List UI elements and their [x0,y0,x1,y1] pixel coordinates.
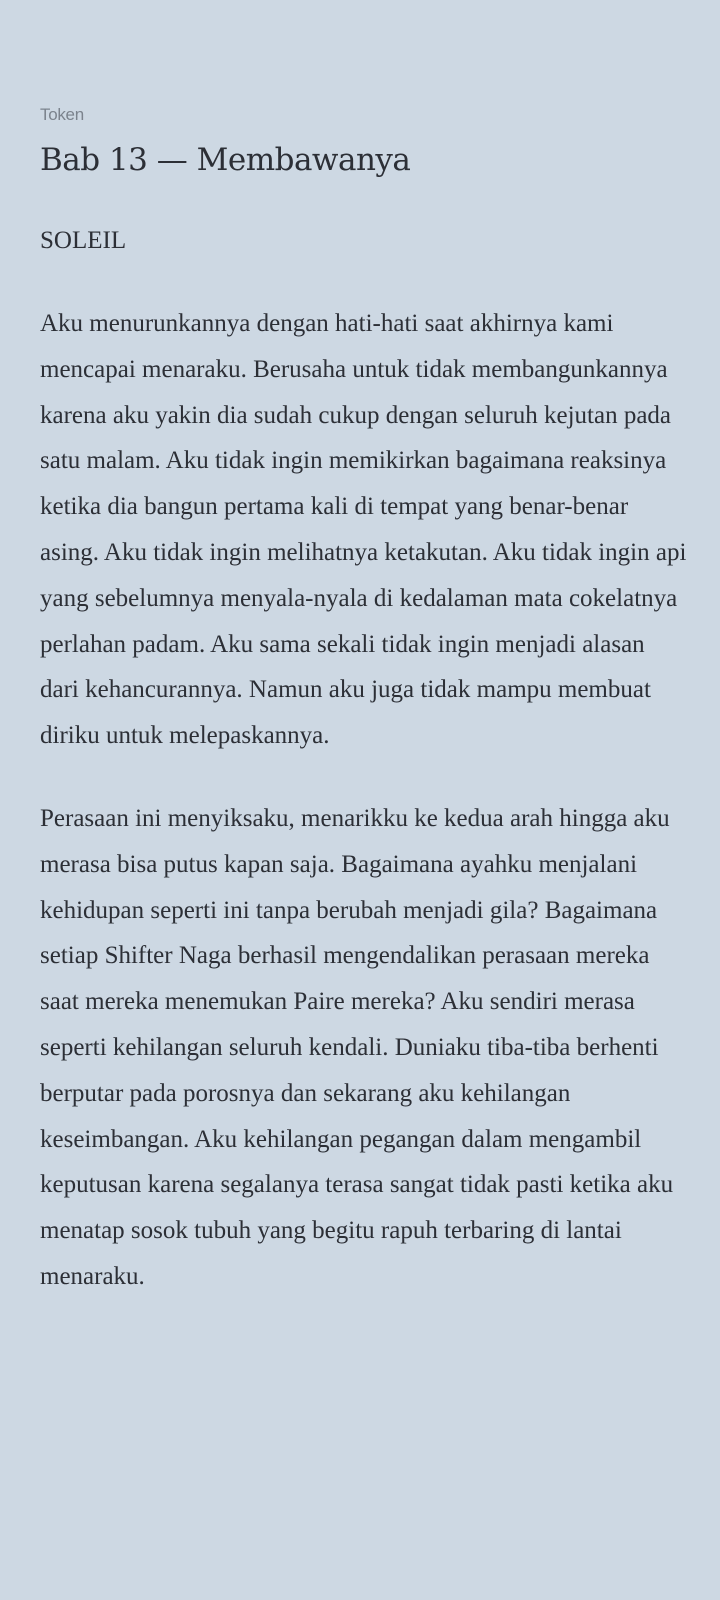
reader-page [40,104,688,1300]
book-title: Token [40,105,84,124]
pov-heading: SOLEIL [40,227,127,254]
paragraph-1: Aku menurunkannya dengan hati-hati saat akhirnya kami mencapai menaraku. Berusaha untuk tidak membangunkannya karena aku yakin dia sudah cukup dengan seluruh kejutan pada satu malam. Aku tidak ingin memikirkan bagaimana reaksinya ketika dia bangun pertama kali di tempat yang benar-benar asing. Aku tidak ingin melihatnya ketakutan. Aku tidak ingin api yang sebelumnya menyala-nyala di kedalaman mata cokelatnya perlahan padam. Aku sama sekali tidak ingin menjadi alasan dari kehancurannya. Namun aku juga tidak mampu membuat diriku untuk melepaskannya. [40,310,687,750]
chapter-title: Bab 13 — Membawanya [40,142,411,178]
paragraph-2: Perasaan ini menyiksaku, menarikku ke kedua arah hingga aku merasa bisa putus kapan saja. Bagaimana ayahku menjalani kehidupan seperti ini tanpa berubah menjadi gila? Bagaimana setiap Shifter Naga berhasil mengendalikan perasaan mereka saat mereka menemukan Paire mereka? Aku sendiri merasa seperti kehilangan seluruh kendali. Duniaku tiba-tiba berhenti berputar pada porosnya dan sekarang aku kehilangan keseimbangan. Aku kehilangan pegangan dalam mengambil keputusan karena segalanya terasa sangat tidak pasti ketika aku menatap sosok tubuh yang begitu rapuh terbaring di lantai menaraku. [40,804,674,1290]
